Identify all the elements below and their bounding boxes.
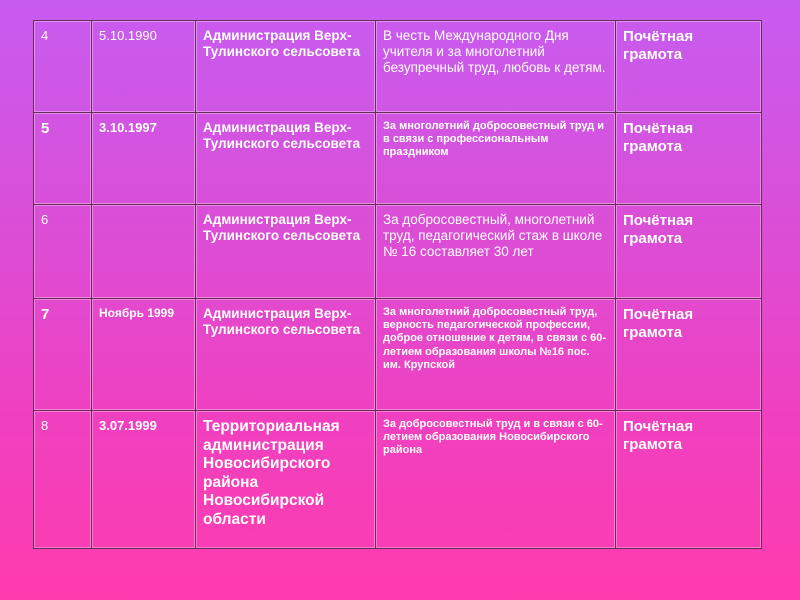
award-type: Почётная грамота	[616, 21, 762, 113]
award-reason: За многолетний добросовестный труд и в связи с профессиональным праздником	[376, 113, 616, 205]
award-date	[92, 205, 196, 299]
table-row	[34, 411, 762, 549]
award-reason: За добросовестный труд и в связи с 60-летием образования Новосибирского района	[376, 411, 616, 549]
award-type: Почётная грамота	[616, 113, 762, 205]
award-reason: За многолетний добросовестный труд, верность педагогической профессии, доброе отношение к детям, в связи с 60-летием образования школы №16 пос. им. Крупской	[376, 299, 616, 411]
issuing-organization: Администрация Верх-Тулинского сельсовета	[196, 205, 376, 299]
table-row	[34, 113, 762, 205]
issuing-organization: Администрация Верх-Тулинского сельсовета	[196, 21, 376, 113]
award-type: Почётная грамота	[616, 205, 762, 299]
award-date: 3.07.1999	[92, 411, 196, 549]
award-date: 5.10.1990	[92, 21, 196, 113]
award-type: Почётная грамота	[616, 411, 762, 549]
award-type: Почётная грамота	[616, 299, 762, 411]
award-date: 3.10.1997	[92, 113, 196, 205]
table-row	[34, 21, 762, 113]
row-number: 8	[34, 411, 92, 549]
award-reason: В честь Международного Дня учителя и за многолетний безупречный труд, любовь к детям.	[376, 21, 616, 113]
issuing-organization: Администрация Верх-Тулинского сельсовета	[196, 113, 376, 205]
row-number: 7	[34, 299, 92, 411]
issuing-organization: Администрация Верх-Тулинского сельсовета	[196, 299, 376, 411]
row-number: 6	[34, 205, 92, 299]
award-date: Ноябрь 1999	[92, 299, 196, 411]
row-number: 4	[34, 21, 92, 113]
awards-table	[33, 20, 762, 549]
table-row	[34, 205, 762, 299]
issuing-organization: Территориальная администрация Новосибирского района Новосибирской области	[196, 411, 376, 549]
award-reason: За добросовестный, многолетний труд, педагогический стаж в школе № 16 составляет 30 лет	[376, 205, 616, 299]
table-row	[34, 299, 762, 411]
row-number: 5	[34, 113, 92, 205]
